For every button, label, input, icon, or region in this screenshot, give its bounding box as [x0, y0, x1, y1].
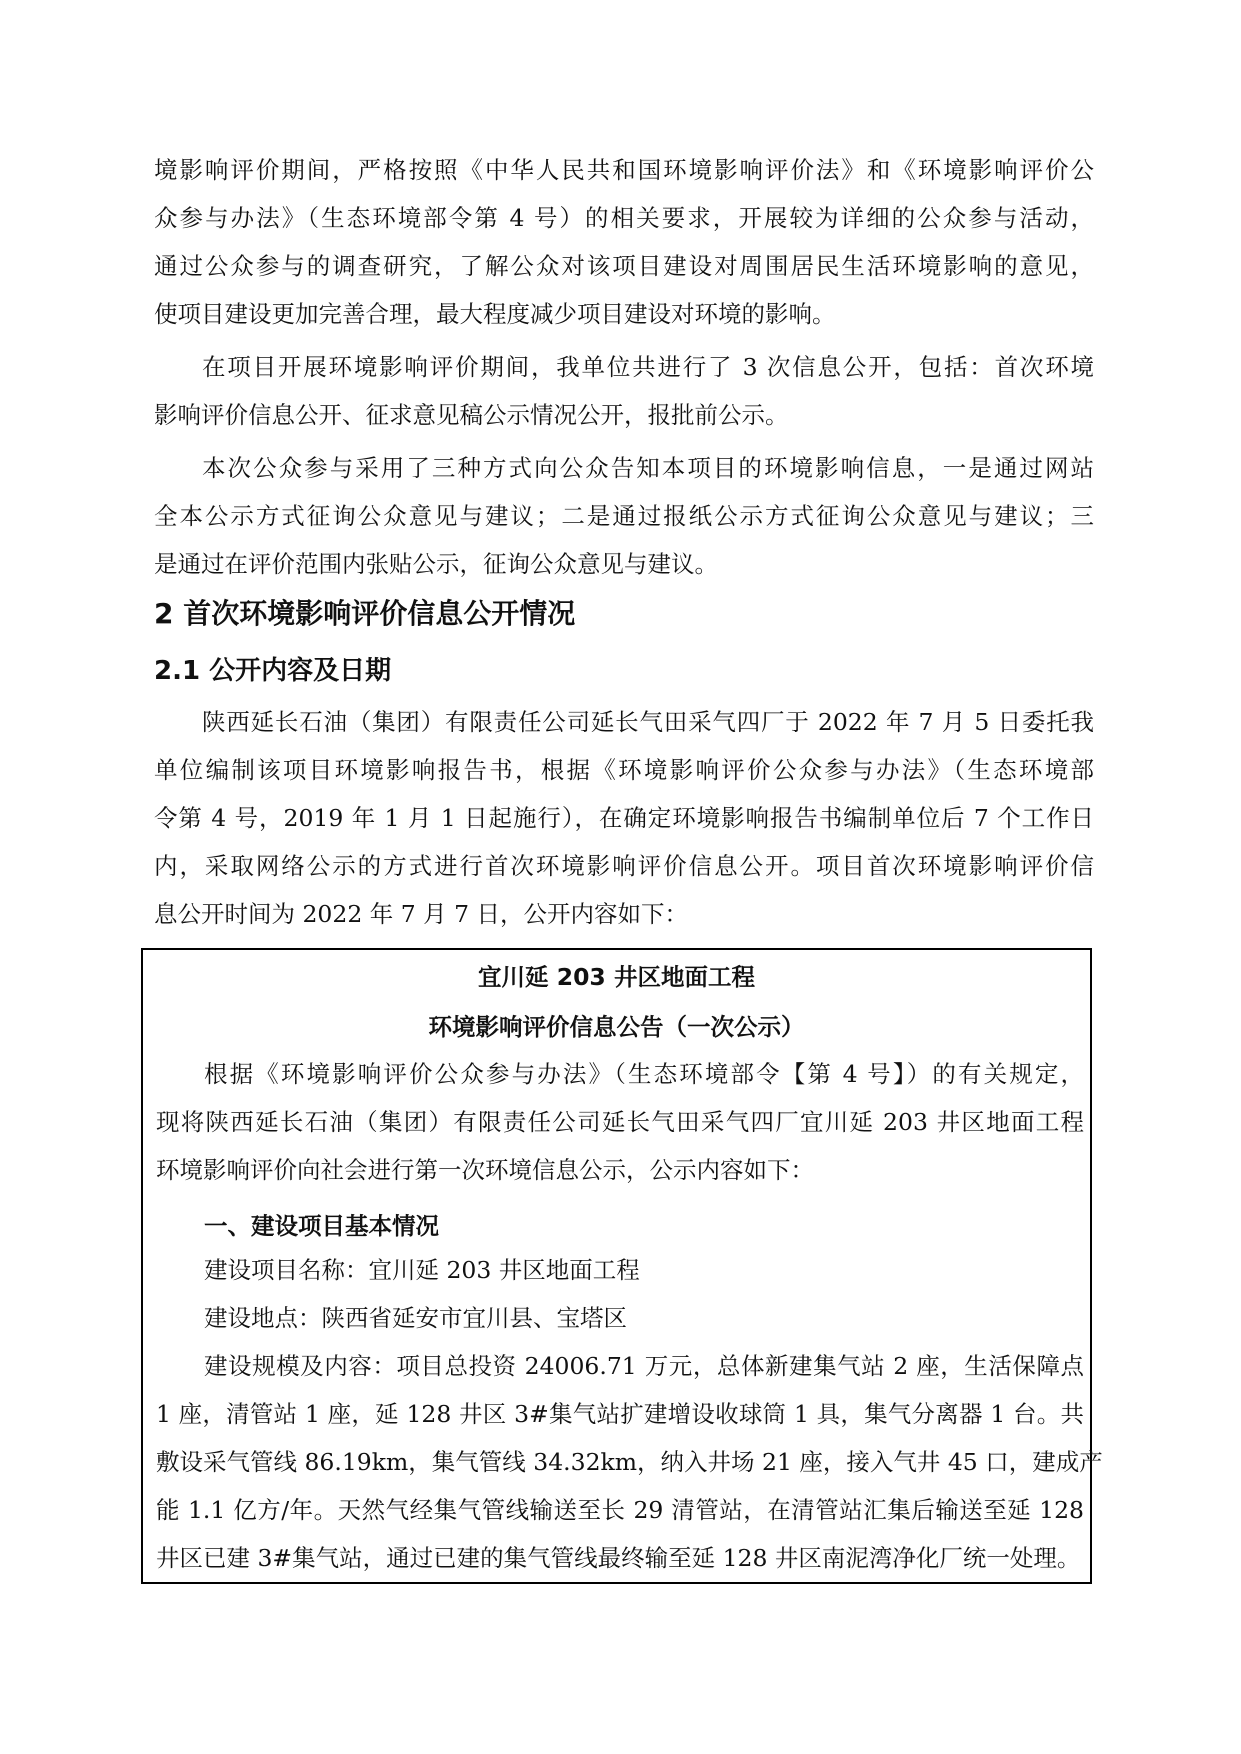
notice-line: 现将陕西延长石油（集团）有限责任公司延长气田采气四厂宜川延 203 井区地面工程 [156, 1108, 1084, 1136]
notice-line: 根据《环境影响评价公众参与办法》（生态环境部令【第 4 号】）的有关规定， [204, 1060, 1084, 1088]
paragraph-line: 影响评价信息公开、征求意见稿公示情况公开，报批前公示。 [154, 401, 789, 429]
paragraph-line: 本次公众参与采用了三种方式向公众告知本项目的环境影响信息，一是通过网站 [202, 454, 1094, 482]
paragraph-line: 全本公示方式征询公众意见与建议；二是通过报纸公示方式征询公众意见与建议；三 [154, 502, 1094, 530]
notice-title: 宜川延 203 井区地面工程 [478, 963, 755, 991]
paragraph-line: 令第 4 号，2019 年 1 月 1 日起施行），在确定环境影响报告书编制单位后 7 个工作日 [154, 804, 1094, 832]
paragraph-line: 息公开时间为 2022 年 7 月 7 日，公开内容如下： [154, 900, 689, 928]
notice-line: 敷设采气管线 86.19km，集气管线 34.32km，纳入井场 21 座，接入气井 45 口，建成产 [156, 1448, 1103, 1476]
paragraph-line: 是通过在评价范围内张贴公示，征询公众意见与建议。 [154, 550, 718, 578]
notice-subtitle: 环境影响评价信息公告（一次公示） [428, 1013, 805, 1041]
project-location: 建设地点：陕西省延安市宜川县、宝塔区 [204, 1304, 627, 1332]
paragraph-line: 众参与办法》（生态环境部令第 4 号）的相关要求，开展较为详细的公众参与活动， [154, 204, 1094, 232]
paragraph-line: 通过公众参与的调查研究，了解公众对该项目建设对周围居民生活环境影响的意见， [154, 252, 1094, 280]
paragraph-line: 单位编制该项目环境影响报告书，根据《环境影响评价公众参与办法》（生态环境部 [154, 756, 1094, 784]
paragraph-line: 内，采取网络公示的方式进行首次环境影响评价信息公开。项目首次环境影响评价信 [154, 852, 1094, 880]
section-heading: 2 首次环境影响评价信息公开情况 [154, 597, 576, 630]
paragraph-line: 境影响评价期间，严格按照《中华人民共和国环境影响评价法》和《环境影响评价公 [154, 156, 1094, 184]
notice-line: 井区已建 3#集气站，通过已建的集气管线最终输至延 128 井区南泥湾净化厂统一处理。 [156, 1544, 1081, 1572]
paragraph-line: 在项目开展环境影响评价期间，我单位共进行了 3 次信息公开，包括：首次环境 [202, 353, 1094, 381]
notice-line: 环境影响评价向社会进行第一次环境信息公示，公示内容如下： [156, 1156, 814, 1184]
subsection-heading: 2.1 公开内容及日期 [154, 656, 392, 686]
notice-subheading: 一、建设项目基本情况 [204, 1212, 439, 1240]
notice-line: 建设规模及内容：项目总投资 24006.71 万元，总体新建集气站 2 座，生活保障点 [204, 1352, 1084, 1380]
paragraph-line: 陕西延长石油（集团）有限责任公司延长气田采气四厂于 2022 年 7 月 5 日委托我 [202, 708, 1094, 736]
notice-line: 能 1.1 亿方/年。天然气经集气管线输送至长 29 清管站，在清管站汇集后输送至延 128 [156, 1496, 1084, 1524]
paragraph-line: 使项目建设更加完善合理，最大程度减少项目建设对环境的影响。 [154, 300, 836, 328]
notice-line: 1 座，清管站 1 座，延 128 井区 3#集气站扩建增设收球筒 1 具，集气分离器 1 台。共 [156, 1400, 1084, 1428]
project-name: 建设项目名称：宜川延 203 井区地面工程 [204, 1256, 640, 1284]
